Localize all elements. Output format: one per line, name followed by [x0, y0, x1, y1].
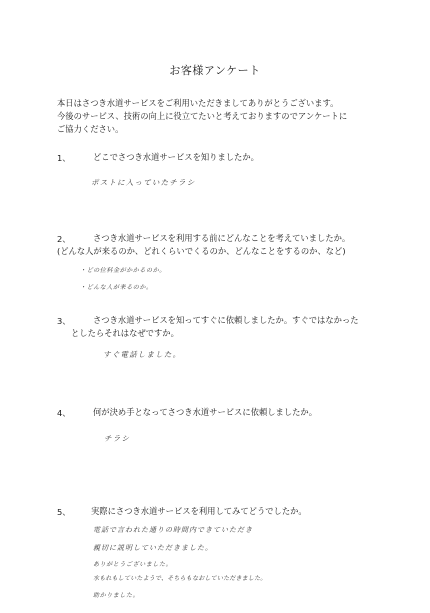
- question-text: どこでさつき水道サービスを知りましたか。: [93, 152, 259, 162]
- handwritten-answer: チラシ: [104, 434, 131, 443]
- question-text: 何が決め手となってさつき水道サービスに依頼しましたか。: [93, 407, 318, 417]
- handwritten-answer: ポストに入っていたチラシ: [91, 178, 196, 187]
- handwritten-answer: すぐ電話しました。: [103, 350, 182, 359]
- question-number: 2、: [57, 234, 71, 244]
- handwritten-answer: 親切に説明していただきました。: [93, 544, 213, 552]
- question-number: 3、: [57, 316, 71, 326]
- question-text: さつき水道サービスを知ってすぐに依頼しましたか。すぐではなかった: [93, 315, 359, 325]
- question-number: 1、: [57, 153, 71, 163]
- intro-paragraph: [57, 97, 397, 136]
- question-text: としたらそれはなぜですか。: [71, 328, 179, 338]
- question-number: 4、: [57, 408, 71, 418]
- handwritten-answer: ・どんな人が来るのか。: [80, 284, 153, 291]
- intro-line: 今後のサービス、技術の向上に役立てたいと考えておりますのでアンケートに: [57, 111, 348, 121]
- handwritten-answer: 助かりました。: [93, 592, 140, 599]
- page-title: お客様アンケート: [169, 64, 261, 77]
- question-text: (どんな人が来るのか、どれくらいでくるのか、どんなことをするのか、など): [57, 246, 346, 256]
- handwritten-answer: ありがとうございました。: [93, 561, 173, 568]
- question-text: 実際にさつき水道サービスを利用してみてどうでしたか。: [91, 506, 307, 516]
- question-text: さつき水道サービスを利用する前にどんなことを考えていましたか。: [93, 233, 351, 243]
- handwritten-answer: 電話で言われた通りの時間内できていただき: [93, 526, 253, 534]
- handwritten-answer: ・どの位料金がかかるのか。: [80, 267, 166, 274]
- handwritten-answer: 水もれもしていたようで、そちらもなおしていただきました。: [93, 575, 267, 582]
- intro-line: ご協力ください。: [57, 124, 124, 134]
- question-number: 5、: [57, 507, 71, 517]
- intro-line: 本日はさつき水道サービスをご利用いただきましてありがとうございます。: [57, 98, 339, 108]
